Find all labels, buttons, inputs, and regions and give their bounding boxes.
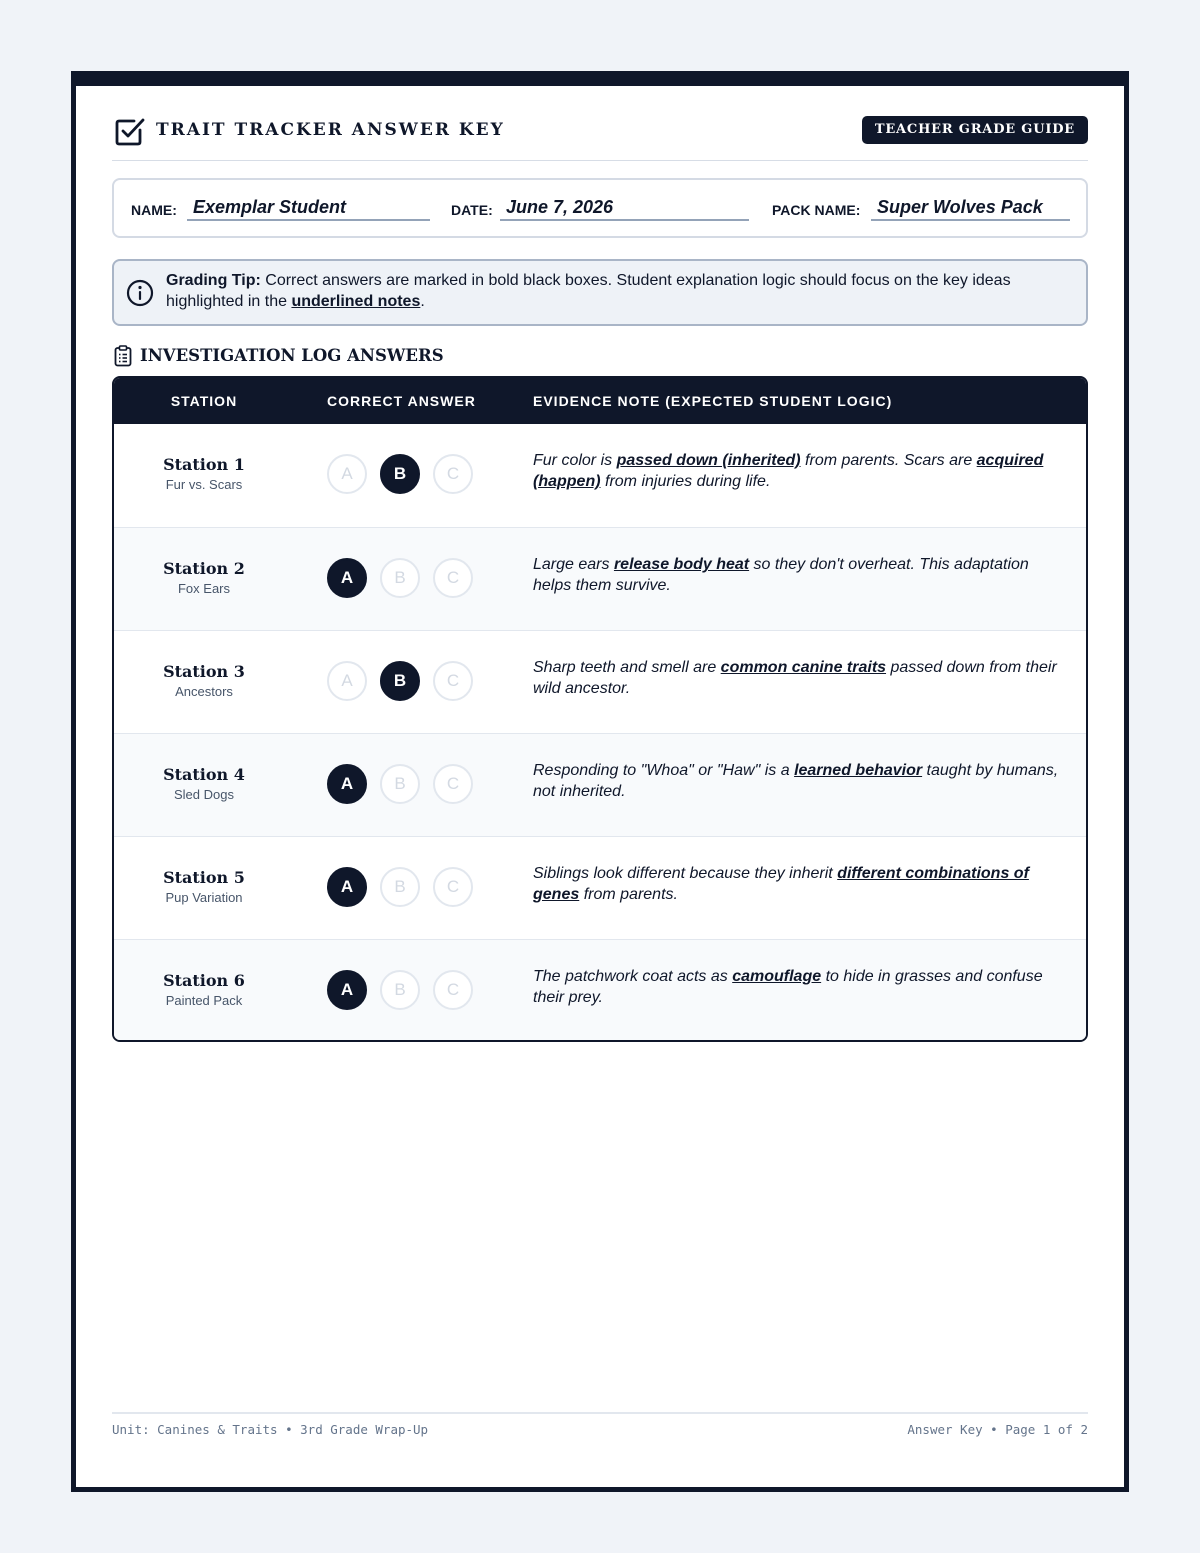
answer-option-a: A — [327, 970, 367, 1010]
date-label: DATE: — [451, 202, 493, 218]
answer-option-b: B — [380, 558, 420, 598]
note-text: from injuries during life. — [600, 473, 771, 490]
answer-option-c: C — [433, 661, 473, 701]
answer-option-a: A — [327, 661, 367, 701]
station-name: Station 5 — [163, 868, 245, 887]
station-name: Station 3 — [163, 662, 245, 681]
name-field[interactable]: Exemplar Student — [187, 196, 430, 221]
answer-option-c: C — [433, 454, 473, 494]
teacher-guide-badge: TEACHER GRADE GUIDE — [862, 116, 1088, 144]
station-topic: Painted Pack — [165, 993, 243, 1008]
table-row — [114, 630, 1086, 733]
answer-option-a: A — [327, 764, 367, 804]
station-topic: Fox Ears — [177, 581, 230, 596]
note-text: taught by humans, not inherited. — [533, 762, 1059, 800]
answer-option-b: B — [380, 454, 420, 494]
note-text: passed down from their wild ancestor. — [533, 659, 1057, 697]
section-title: INVESTIGATION LOG ANSWERS — [140, 346, 444, 365]
header-evidence-note: EVIDENCE NOTE (EXPECTED STUDENT LOGIC) — [533, 393, 893, 409]
answer-option-b: B — [380, 867, 420, 907]
table-row — [114, 424, 1086, 526]
answers-table — [112, 376, 1088, 1042]
key-idea: passed down (inherited) — [616, 452, 801, 469]
evidence-note — [533, 554, 1070, 596]
key-idea: different combinations of genes — [533, 865, 1029, 903]
station-topic: Sled Dogs — [174, 787, 234, 802]
key-idea: release body heat — [613, 556, 750, 573]
tip-body: Correct answers are marked in bold black boxes. Student explanation logic should focus on the key ideas highlighted in the — [166, 272, 1011, 310]
answer-option-b: B — [380, 970, 420, 1010]
table-header — [114, 378, 1086, 424]
answer-option-c: C — [433, 558, 473, 598]
evidence-note — [533, 966, 1070, 1008]
note-text: to hide in grasses and confuse their prey. — [533, 968, 1043, 1006]
note-text: Sharp teeth and smell are — [533, 659, 721, 676]
key-idea: learned behavior — [794, 762, 923, 779]
answer-option-c: C — [433, 970, 473, 1010]
evidence-note — [533, 450, 1070, 492]
tip-lead: Grading Tip: — [166, 272, 261, 289]
page-footer — [112, 1412, 1088, 1454]
pack-name-label: PACK NAME: — [772, 202, 861, 218]
station-name: Station 6 — [163, 971, 245, 990]
note-text: from parents. — [579, 886, 678, 903]
key-idea: camouflage — [732, 968, 822, 985]
table-row — [114, 527, 1086, 630]
station-name: Station 4 — [163, 765, 245, 784]
tip-highlight: underlined notes — [291, 293, 421, 310]
key-idea: acquired (happen) — [533, 452, 1044, 490]
table-row — [114, 836, 1086, 939]
footer-page: Answer Key • Page 1 of 2 — [907, 1422, 1088, 1437]
pack-name-field[interactable]: Super Wolves Pack — [871, 196, 1070, 221]
answer-option-b: B — [380, 661, 420, 701]
evidence-note — [533, 657, 1070, 699]
header-correct-answer: CORRECT ANSWER — [327, 393, 476, 409]
grading-tip-text — [166, 270, 1072, 312]
answer-option-b: B — [380, 764, 420, 804]
answer-option-c: C — [433, 867, 473, 907]
date-field[interactable]: June 7, 2026 — [500, 196, 749, 221]
key-idea: common canine traits — [720, 659, 887, 676]
station-name: Station 1 — [163, 455, 245, 474]
page-title: TRAIT TRACKER ANSWER KEY — [156, 120, 505, 140]
evidence-note — [533, 863, 1070, 905]
clipboard-icon — [114, 345, 132, 367]
station-topic: Pup Variation — [165, 890, 243, 905]
footer-unit: Unit: Canines & Traits • 3rd Grade Wrap-Up — [112, 1422, 429, 1437]
station-name: Station 2 — [163, 559, 245, 578]
note-text: The patchwork coat acts as — [533, 968, 733, 985]
answer-option-a: A — [327, 558, 367, 598]
note-text: Responding to "Whoa" or "Haw" is a — [533, 762, 795, 779]
note-text: so they don't overheat. This adaptation helps them survive. — [533, 556, 1029, 594]
station-topic: Fur vs. Scars — [165, 477, 243, 492]
table-row — [114, 733, 1086, 836]
note-text: Fur color is — [533, 452, 617, 469]
evidence-note — [533, 760, 1070, 802]
answer-option-c: C — [433, 764, 473, 804]
answer-option-a: A — [327, 454, 367, 494]
checkbox-icon — [114, 115, 146, 147]
sheet-content — [112, 86, 1088, 1487]
name-label: NAME: — [131, 202, 177, 218]
grading-tip-box — [112, 259, 1088, 326]
note-text: Large ears — [533, 556, 614, 573]
tip-end: . — [420, 293, 425, 310]
note-text: from parents. Scars are — [800, 452, 977, 469]
table-row — [114, 939, 1086, 1042]
header-station: STATION — [170, 393, 238, 409]
info-icon — [126, 279, 154, 307]
note-text: Siblings look different because they inherit — [533, 865, 838, 882]
answer-key-sheet — [71, 71, 1129, 1492]
station-topic: Ancestors — [175, 684, 233, 699]
header — [112, 112, 1088, 161]
student-info-box — [112, 178, 1088, 238]
answer-option-a: A — [327, 867, 367, 907]
